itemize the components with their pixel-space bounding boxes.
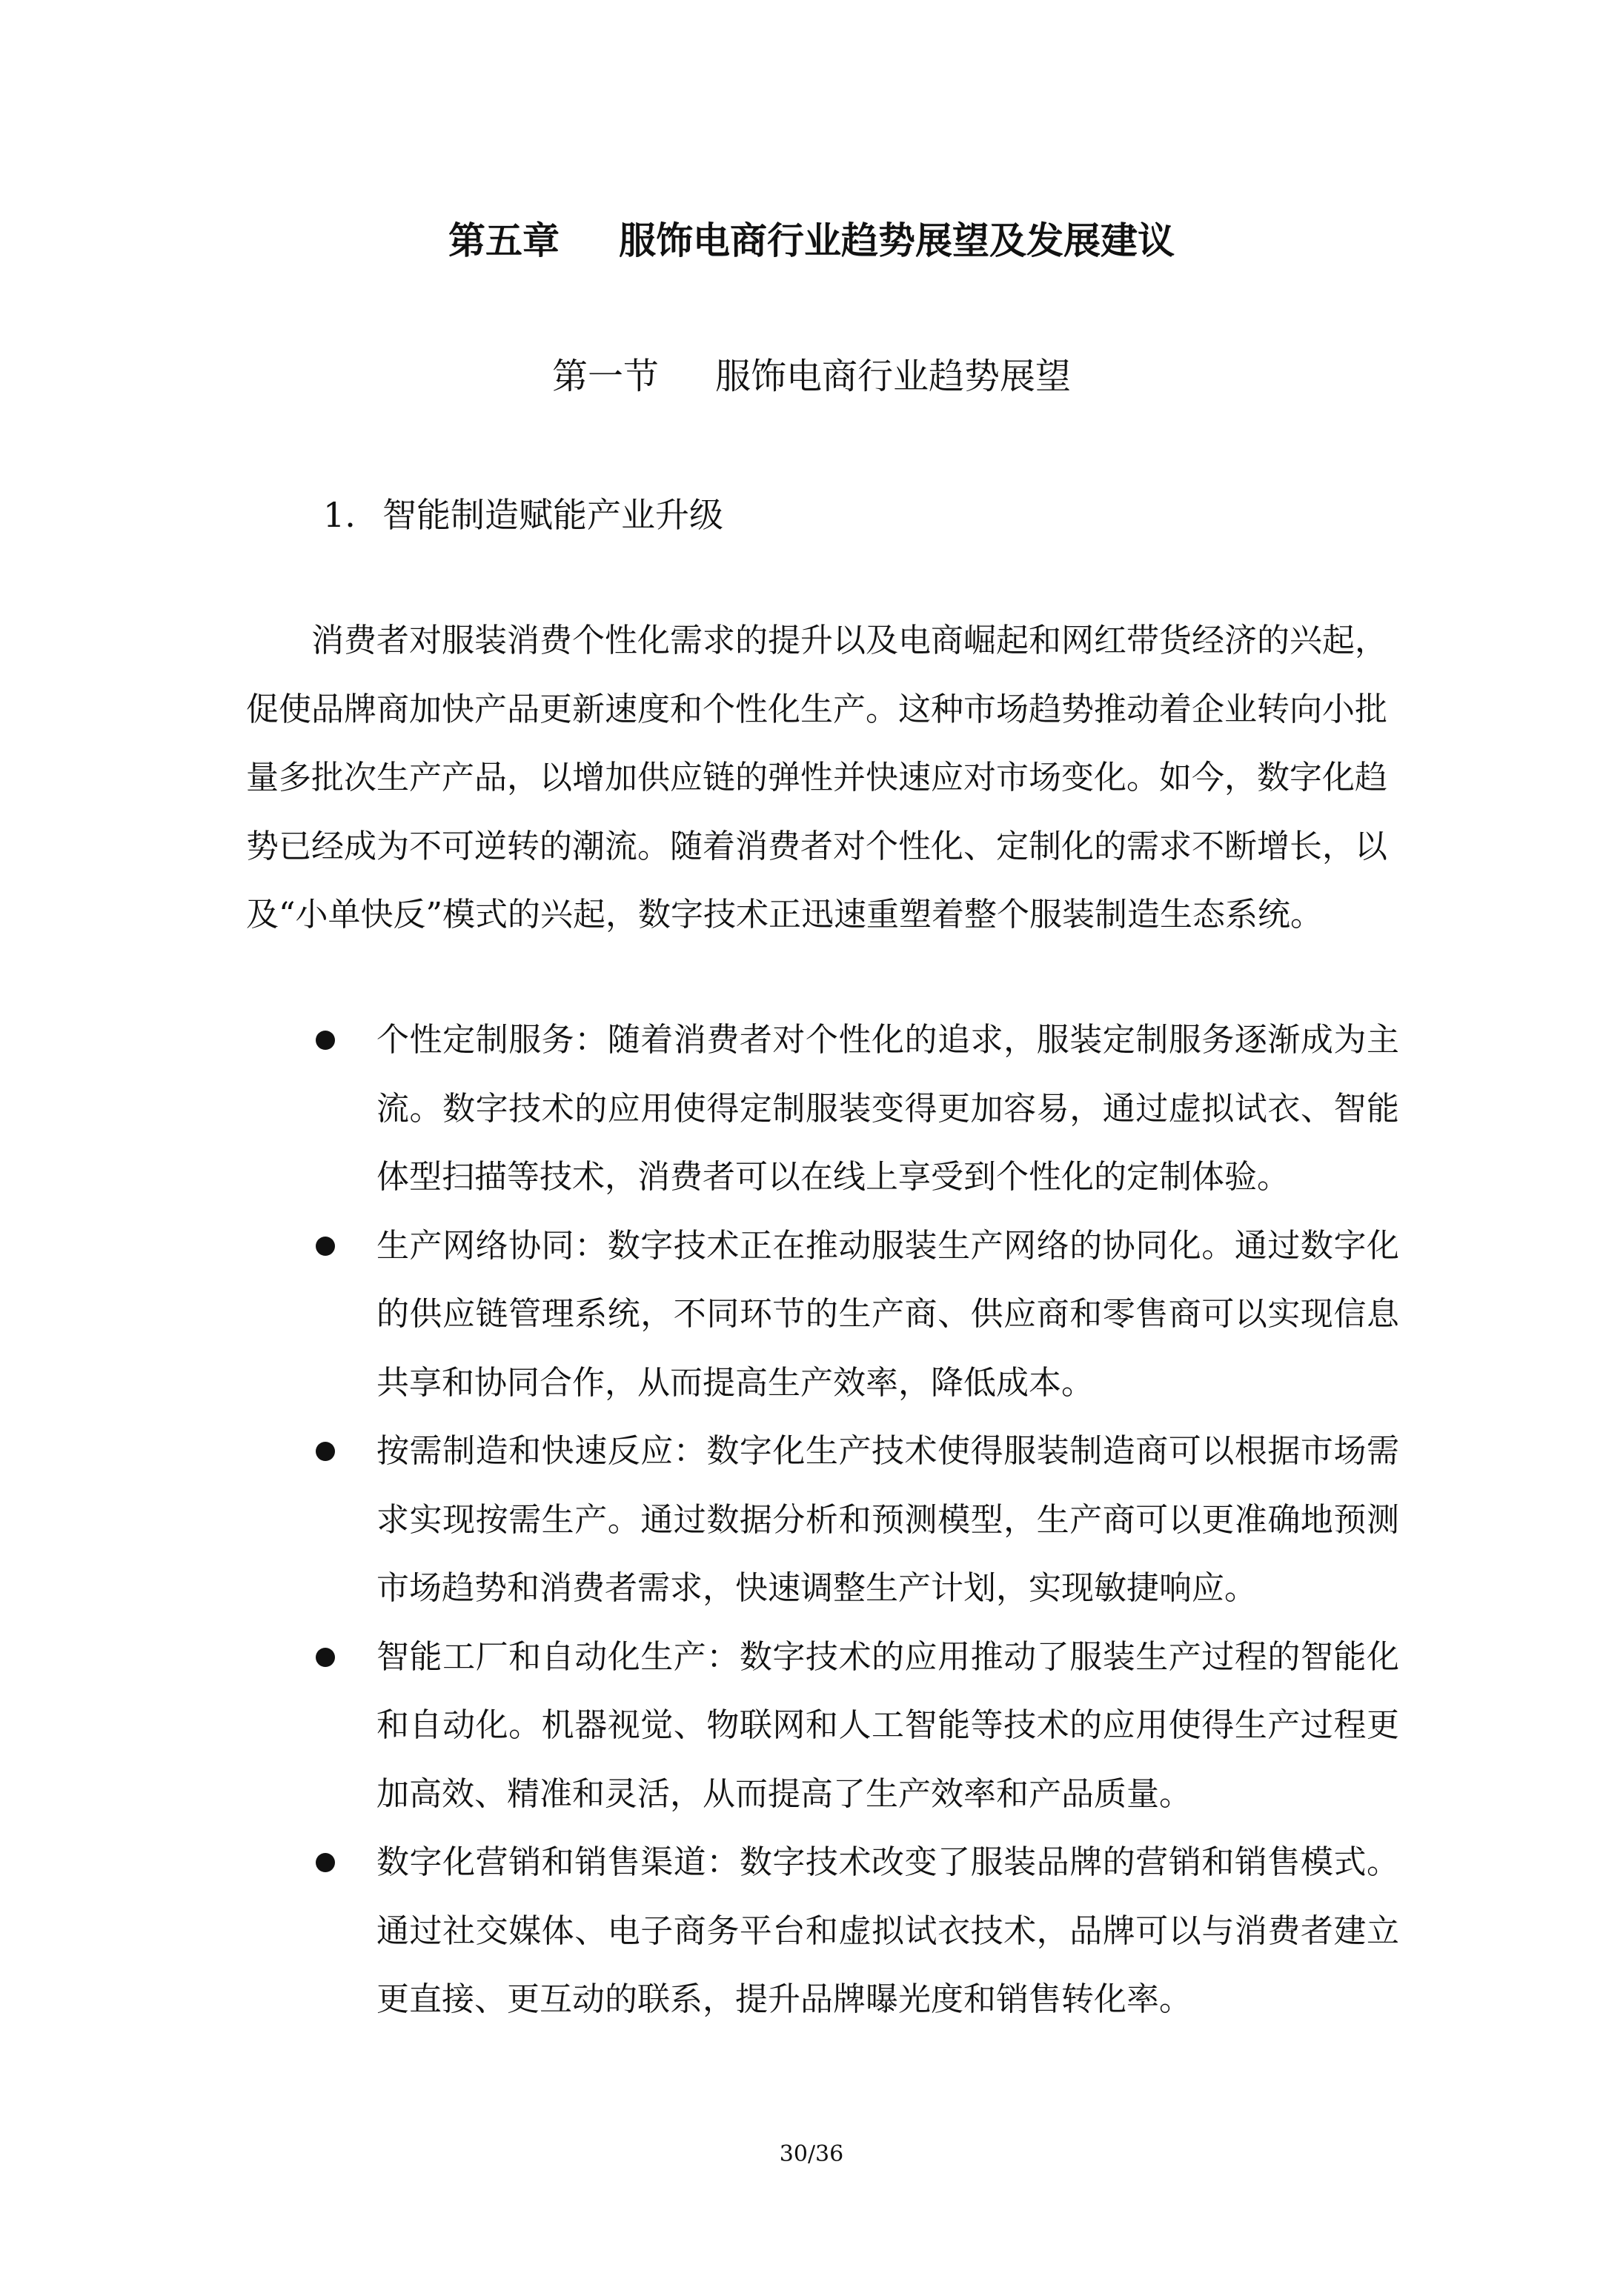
section-heading: 服饰电商行业趋势展望 (715, 356, 1072, 397)
bullet-dot-icon (316, 1442, 335, 1461)
chapter-heading: 服饰电商行业趋势展望及发展建议 (619, 219, 1175, 262)
bullet-dot-icon (316, 1853, 335, 1872)
body-paragraph: 消费者对服装消费个性化需求的提升以及电商崛起和网红带货经济的兴起，促使品牌商加快产品更新速度和个性化生产。这种市场趋势推动着企业转向小批量多批次生产产品，以增加供应链的弹性并快速应对市场变化。如今，数字化趋势已经成为不可逆转的潮流。随着消费者对个性化、定制化的需求不断增长，以及“小单快反”模式的兴起，数字技术正迅速重塑着整个服装制造生态系统。 (246, 622, 1387, 934)
bullet-item-personalized-service (376, 1006, 1399, 1212)
bullet-dot-icon (316, 1031, 335, 1050)
bullet-text: 生产网络协同：数字技术正在推动服装生产网络的协同化。通过数字化的供应链管理系统，不同环节的生产商、供应商和零售商可以实现信息共享和协同合作，从而提高生产效率，降低成本。 (376, 1226, 1399, 1402)
subsection-title (323, 489, 723, 541)
bullet-text: 智能工厂和自动化生产：数字技术的应用推动了服装生产过程的智能化和自动化。机器视觉、物联网和人工智能等技术的应用使得生产过程更加高效、精准和灵活，从而提高了生产效率和产品质量。 (376, 1637, 1399, 1813)
subsection-heading: 智能制造赋能产业升级 (382, 495, 723, 535)
bullet-text: 个性定制服务：随着消费者对个性化的追求，服装定制服务逐渐成为主流。数字技术的应用使得定制服装变得更加容易，通过虚拟试衣、智能体型扫描等技术，消费者可以在线上享受到个性化的定制体验。 (376, 1021, 1399, 1196)
bullet-list (0, 1006, 1623, 2034)
bullet-item-digital-marketing (376, 1829, 1399, 2034)
bullet-dot-icon (316, 1648, 335, 1667)
chapter-label: 第五章 (448, 219, 560, 262)
bullet-item-production-network (376, 1212, 1399, 1418)
section-label: 第一节 (551, 356, 659, 397)
bullet-item-smart-factory (376, 1623, 1399, 1829)
bullet-text: 按需制造和快速反应：数字化生产技术使得服装制造商可以根据市场需求实现按需生产。通过数据分析和预测模型，生产商可以更准确地预测市场趋势和消费者需求，快速调整生产计划，实现敏捷响应。 (376, 1432, 1399, 1607)
bullet-text: 数字化营销和销售渠道：数字技术改变了服装品牌的营销和销售模式。通过社交媒体、电子商务平台和虚拟试衣技术，品牌可以与消费者建立更直接、更互动的联系，提升品牌曝光度和销售转化率。 (376, 1843, 1399, 2018)
bullet-dot-icon (316, 1237, 335, 1256)
section-title (0, 350, 1623, 402)
subsection-number: 1. (323, 495, 356, 535)
page-number: 30/36 (779, 2141, 844, 2167)
bullet-item-on-demand (376, 1417, 1399, 1623)
chapter-title (0, 215, 1623, 267)
